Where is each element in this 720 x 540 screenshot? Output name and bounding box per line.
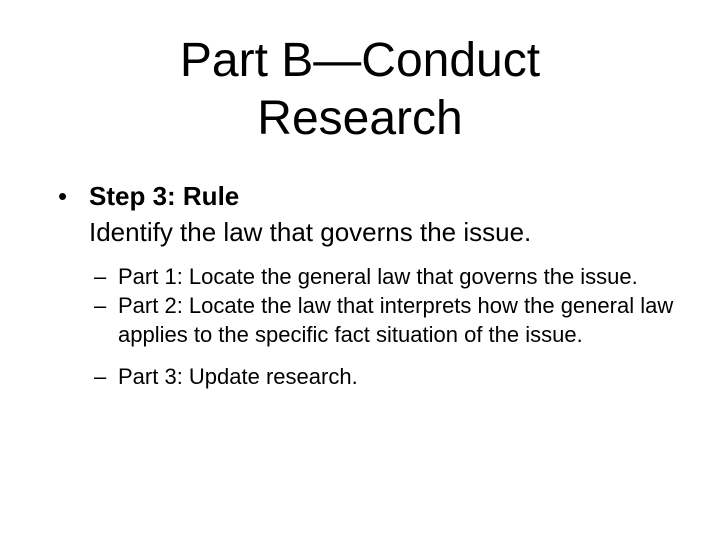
sub-bullet-text: Part 1: Locate the general law that governs the issue.	[118, 264, 638, 289]
sub-bullet-text: Part 2: Locate the law that interprets how the general law applies to the specific fact situation of the issue.	[118, 293, 674, 347]
sub-bullet-marker: –	[94, 293, 107, 318]
sub-bullet-list	[94, 262, 678, 391]
sub-bullet-text: Part 3: Update research.	[118, 364, 358, 389]
sub-bullet-part-1	[94, 262, 678, 291]
slide-title	[60, 32, 660, 148]
slide-title-line-2: Research	[257, 92, 463, 145]
sub-bullet-marker: –	[94, 264, 107, 289]
bullet-list	[58, 178, 678, 250]
step-description: Identify the law that governs the issue.	[89, 217, 532, 247]
sub-bullet-marker: –	[94, 364, 107, 389]
bullet-marker: •	[58, 181, 68, 211]
bullet-item-step-3	[58, 178, 678, 250]
sub-bullet-part-2	[94, 291, 678, 349]
sub-bullet-part-3	[94, 362, 678, 391]
slide-title-line-1: Part B—Conduct	[179, 34, 541, 87]
sub-bullet-spacer	[118, 349, 678, 362]
step-heading: Step 3: Rule	[89, 181, 240, 211]
